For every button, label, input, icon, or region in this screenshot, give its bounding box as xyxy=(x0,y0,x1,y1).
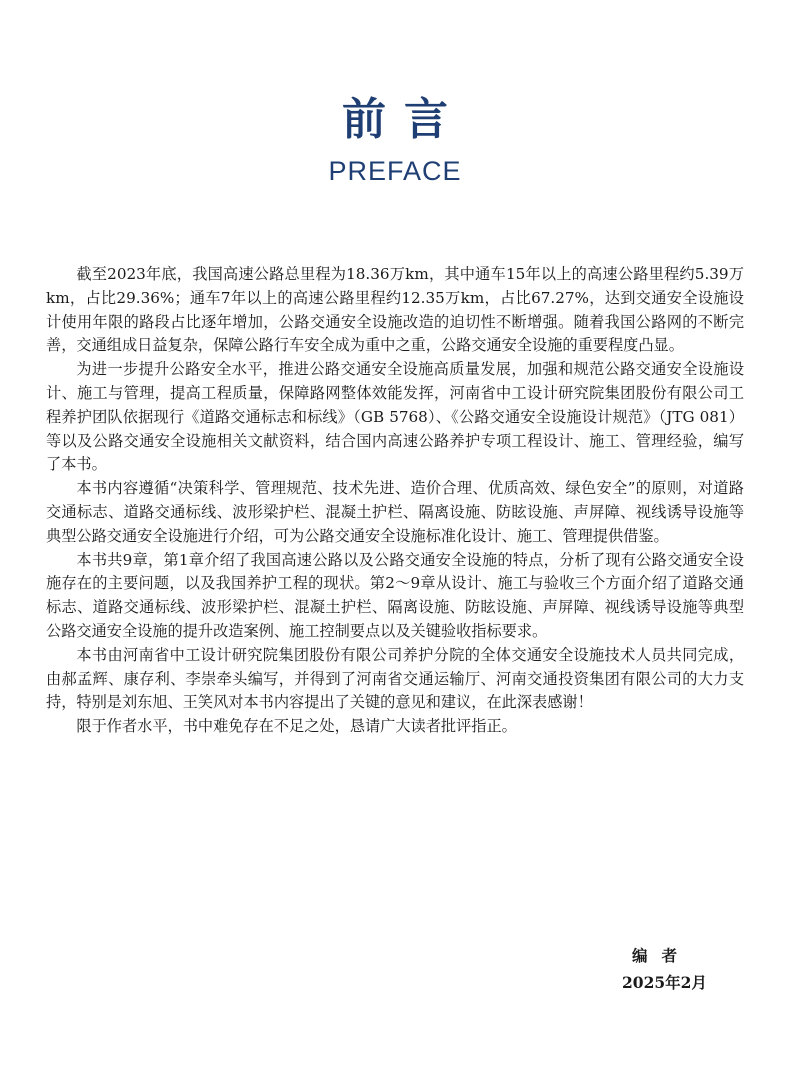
signature-date: 2025年2月 xyxy=(622,973,707,992)
signature-author: 编者 xyxy=(632,946,692,965)
paragraph: 本书共9章，第1章介绍了我国高速公路以及公路交通安全设施的特点，分析了现有公路交通安全设施存在的主要问题，以及我国养护工程的现状。第2～9章从设计、施工与验收三个方面介绍了道路交通标志、道路交通标线、波形梁护栏、混凝土护栏、隔离设施、防眩设施、声屏障、视线诱导设施等典型公路交通安全设施的提升改造案例、施工控制要点以及关键验收指标要求。 xyxy=(46,550,744,640)
page-heading xyxy=(0,92,790,188)
preface-body xyxy=(46,263,744,739)
paragraph: 限于作者水平，书中难免存在不足之处，恳请广大读者批评指正。 xyxy=(76,717,517,736)
paragraph: 本书内容遵循“决策科学、管理规范、技术先进、造价合理、优质高效、绿色安全”的原则，对道路交通标志、道路交通标线、波形梁护栏、混凝土护栏、隔离设施、防眩设施、声屏障、视线诱导设施等典型公路交通安全设施进行介绍，可为公路交通安全设施标准化设计、施工、管理提供借鉴。 xyxy=(46,479,744,545)
paragraph: 为进一步提升公路安全水平，推进公路交通安全设施高质量发展，加强和规范公路交通安全设施设计、施工与管理，提高工程质量，保障路网整体效能发挥，河南省中工设计研究院集团股份有限公司工程养护团队依据现行《道路交通标志和标线》（GB 5768）、《公路交通安全设施设计规范》（JTG 081）等以及公路交通安全设施相关文献资料，结合国内高速公路养护专项工程设计、施工、管理经验，编写了本书。 xyxy=(46,360,744,474)
page-subtitle: PREFACE xyxy=(328,156,462,186)
paragraph: 截至2023年底，我国高速公路总里程为18.36万km，其中通车15年以上的高速公路里程约5.39万km，占比29.36%；通车7年以上的高速公路里程约12.35万km，占比67.27%，达到交通安全设施设计使用年限的路段占比逐年增加，公路交通安全设施改造的迫切性不断增强。随着我国公路网的不断完善，交通组成日益复杂，保障公路行车安全成为重中之重，公路交通安全设施的重要程度凸显。 xyxy=(46,265,744,355)
paragraph: 本书由河南省中工设计研究院集团股份有限公司养护分院的全体交通安全设施技术人员共同完成，由郝孟辉、康存利、李崇牵头编写，并得到了河南省交通运输厅、河南交通投资集团有限公司的大力支持，特别是刘东旭、王笑风对本书内容提出了关键的意见和建议，在此深表感谢！ xyxy=(46,645,744,712)
page-title: 前言 xyxy=(342,94,466,145)
